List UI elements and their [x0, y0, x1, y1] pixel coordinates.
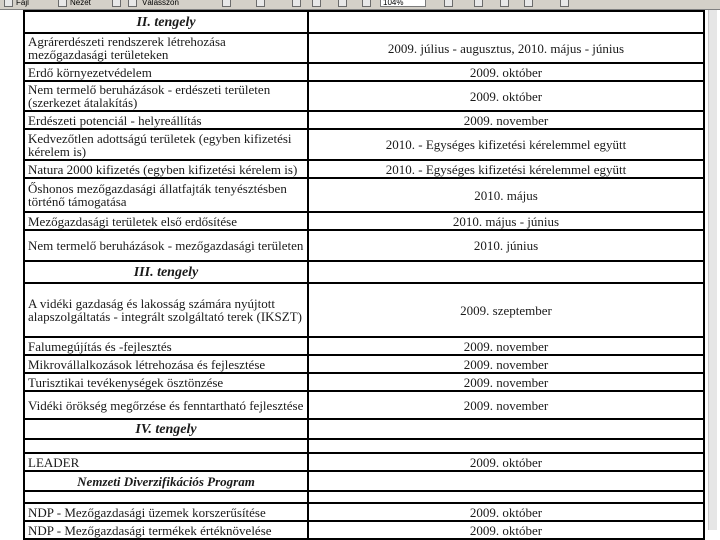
table-row — [24, 391, 704, 419]
date-cell: 2009. november — [308, 355, 704, 373]
section-title: II. tengely — [24, 11, 308, 33]
date-cell: 2009. november — [308, 391, 704, 419]
section-header-row — [24, 419, 704, 439]
measure-cell: Turisztikai tevékenységek ösztönzése — [24, 373, 308, 391]
hand-tool-icon[interactable] — [112, 0, 121, 7]
viewer-toolbar — [0, 0, 720, 10]
zoom-level-input[interactable]: 104% — [380, 0, 426, 7]
date-cell: 2009. július - augusztus, 2010. május - június — [308, 33, 704, 63]
date-cell: 2009. szeptember — [308, 283, 704, 337]
table-row — [24, 503, 704, 521]
section-header-row — [24, 261, 704, 283]
date-cell: 2009. október — [308, 521, 704, 539]
section-title: IV. tengely — [24, 419, 308, 439]
help-icon[interactable] — [560, 0, 569, 7]
comment-icon[interactable] — [524, 0, 533, 7]
menu-file[interactable]: Fájl — [16, 0, 29, 7]
measure-cell: Nem termelő beruházások - mezőgazdasági területen — [24, 230, 308, 261]
table-row — [24, 355, 704, 373]
section-title: Nemzeti Diverzifikációs Program — [24, 471, 308, 491]
table-row — [24, 160, 704, 178]
date-cell: 2010. - Egységes kifizetési kérelemmel együtt — [308, 129, 704, 160]
table-row — [24, 521, 704, 539]
fit-width-icon[interactable] — [312, 0, 321, 7]
table-row — [24, 111, 704, 129]
date-cell: 2010. június — [308, 230, 704, 261]
measure-cell: Mikrovállalkozások létrehozása és fejlesztése — [24, 355, 308, 373]
snapshot-icon[interactable] — [222, 0, 231, 7]
menu-select[interactable]: Válasszon — [142, 0, 179, 7]
table-row — [24, 63, 704, 81]
measure-cell: Nem termelő beruházások - erdészeti területen (szerkezet átalakítás) — [24, 81, 308, 111]
document-page — [23, 10, 705, 540]
fit-page-icon[interactable] — [338, 0, 347, 7]
date-cell: 2009. november — [308, 111, 704, 129]
date-cell: 2009. október — [308, 81, 704, 111]
date-cell: 2010. május - június — [308, 212, 704, 230]
next-page-icon[interactable] — [500, 0, 509, 7]
page-icon[interactable] — [292, 0, 301, 7]
previous-page-icon[interactable] — [474, 0, 483, 7]
view-icon[interactable] — [58, 0, 67, 7]
date-cell: 2010. május — [308, 178, 704, 212]
zoom-icon[interactable] — [256, 0, 265, 7]
table-row — [24, 373, 704, 391]
table-row — [24, 283, 704, 337]
date-cell: 2009. október — [308, 503, 704, 521]
table-row — [24, 33, 704, 63]
measure-cell: Agrárerdészeti rendszerek létrehozása mezőgazdasági területeken — [24, 33, 308, 63]
table-row — [24, 129, 704, 160]
select-text-icon[interactable] — [128, 0, 137, 7]
measure-cell: Mezőgazdasági területek első erdősítése — [24, 212, 308, 230]
table-row — [24, 81, 704, 111]
table-row — [24, 337, 704, 355]
table-row — [24, 212, 704, 230]
measure-cell: Falumegújítás és -fejlesztés — [24, 337, 308, 355]
measure-cell: NDP - Mezőgazdasági üzemek korszerűsítése — [24, 503, 308, 521]
table-row — [24, 491, 704, 503]
zoom-out-icon[interactable] — [362, 0, 371, 7]
measure-cell: NDP - Mezőgazdasági termékek értéknövelése — [24, 521, 308, 539]
date-cell: 2009. november — [308, 373, 704, 391]
measure-cell: Natura 2000 kifizetés (egyben kifizetési kérelem is) — [24, 160, 308, 178]
date-cell: 2009. október — [308, 453, 704, 471]
file-icon[interactable] — [4, 0, 13, 7]
measure-cell: Vidéki örökség megőrzése és fenntartható fejlesztése — [24, 391, 308, 419]
date-cell: 2009. október — [308, 63, 704, 81]
table-row — [24, 178, 704, 212]
measure-cell: Erdészeti potenciál - helyreállítás — [24, 111, 308, 129]
measure-cell: A vidéki gazdaság és lakosság számára nyújtott alapszolgáltatás - integrált szolgáltató terek (IKSZT) — [24, 283, 308, 337]
schedule-table — [23, 10, 705, 540]
zoom-in-icon[interactable] — [444, 0, 453, 7]
measure-cell: Őshonos mezőgazdasági állatfajták tenyésztésben történő támogatása — [24, 178, 308, 212]
menu-view[interactable]: Nézet — [70, 0, 91, 7]
measure-cell: LEADER — [24, 453, 308, 471]
vertical-scrollbar[interactable] — [708, 10, 717, 530]
table-row — [24, 453, 704, 471]
table-row — [24, 230, 704, 261]
measure-cell: Kedvezőtlen adottságú területek (egyben kifizetési kérelem is) — [24, 129, 308, 160]
date-cell: 2009. november — [308, 337, 704, 355]
table-row — [24, 439, 704, 453]
date-cell: 2010. - Egységes kifizetési kérelemmel együtt — [308, 160, 704, 178]
section-header-row — [24, 11, 704, 33]
measure-cell: Erdő környezetvédelem — [24, 63, 308, 81]
section-title: III. tengely — [24, 261, 308, 283]
section-header-row — [24, 471, 704, 491]
